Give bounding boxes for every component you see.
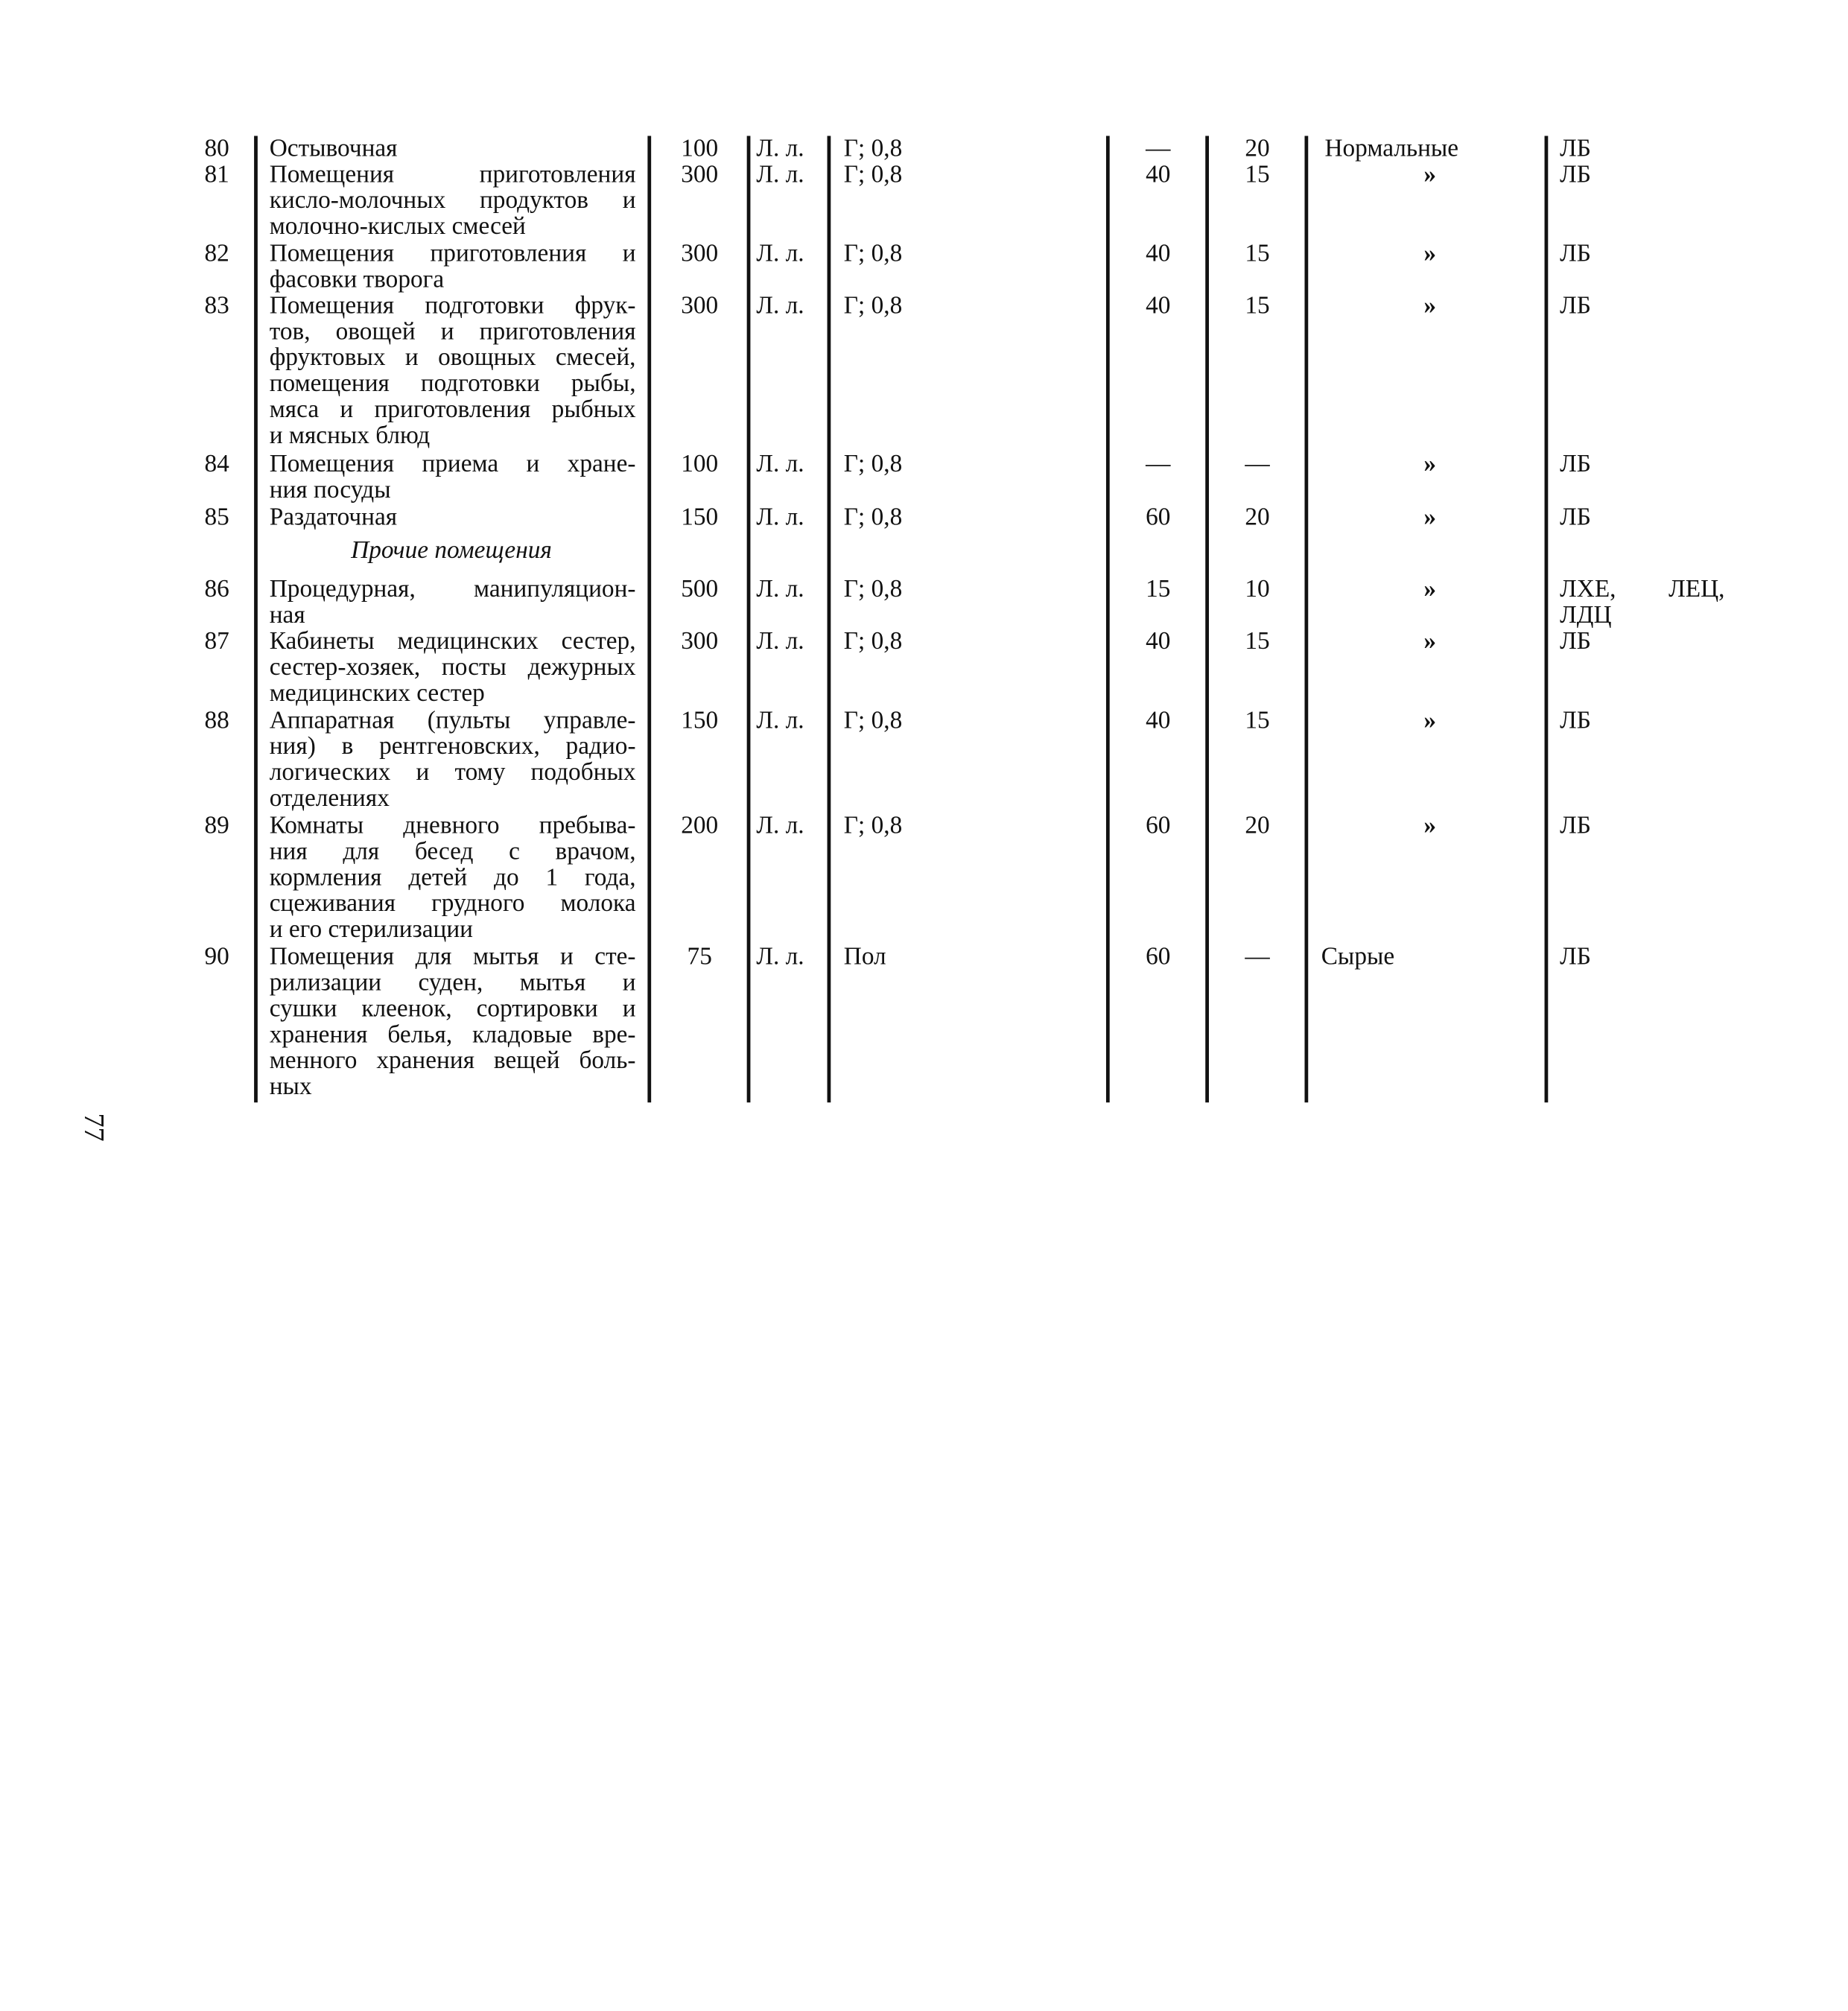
illuminance-value: 500 xyxy=(681,574,719,603)
room-name-line: Помещения приготовления и xyxy=(269,238,636,267)
illuminance-value: 75 xyxy=(687,941,712,970)
room-name xyxy=(270,707,636,811)
room-name-line: кормления детей до 1 года, xyxy=(269,862,636,892)
room-name xyxy=(270,240,636,292)
room-name xyxy=(270,450,636,502)
lamp-source: ЛЕЦ, xyxy=(1668,574,1725,603)
environment-ditto: » xyxy=(1423,290,1436,320)
room-name-line: ния посуды xyxy=(269,474,391,503)
room-name-line: Помещения подготовки фрук- xyxy=(269,290,636,320)
page-number: 77 xyxy=(77,1113,109,1142)
lamp-source: ЛБ xyxy=(1560,502,1591,531)
index-value-1: 60 xyxy=(1146,810,1171,839)
room-name-line: тов, овощей и приготовления xyxy=(269,317,636,346)
lamp-source: ЛБ xyxy=(1560,133,1591,162)
index-value-2: 15 xyxy=(1245,238,1270,267)
lamp-source: ЛБ xyxy=(1560,705,1591,734)
room-name xyxy=(270,135,636,161)
illuminance-value: 300 xyxy=(681,159,719,188)
column-divider xyxy=(254,136,257,1102)
column-divider xyxy=(1205,136,1208,1102)
index-value-2: 20 xyxy=(1245,810,1270,839)
room-name-line: мяса и приготовления рыбных xyxy=(269,394,636,423)
index-value-2: 15 xyxy=(1245,626,1270,655)
room-name xyxy=(270,576,636,628)
row-number: 90 xyxy=(204,941,229,970)
index-value-2: 15 xyxy=(1245,705,1270,734)
environment-ditto: » xyxy=(1423,238,1436,267)
environment-condition: Нормальные xyxy=(1324,133,1459,162)
illuminance-value: 100 xyxy=(681,448,719,477)
index-value-2: — xyxy=(1245,448,1270,477)
room-name xyxy=(270,503,636,530)
row-number: 84 xyxy=(204,448,229,477)
lamp-type: Л. л. xyxy=(756,705,804,734)
room-name-line: кисло-молочных продуктов и xyxy=(269,185,636,215)
room-name-line: молочно-кислых смесей xyxy=(269,211,526,241)
row-number: 87 xyxy=(204,626,229,655)
working-plane: Г; 0,8 xyxy=(843,574,903,603)
illuminance-value: 100 xyxy=(681,133,719,162)
lamp-type: Л. л. xyxy=(756,810,804,839)
lamp-source: ЛБ xyxy=(1560,626,1591,655)
row-number: 86 xyxy=(204,574,229,603)
index-value-1: 40 xyxy=(1146,290,1171,320)
index-value-2: 15 xyxy=(1245,159,1270,188)
room-name-line: фасовки творога xyxy=(269,264,445,293)
environment-ditto: » xyxy=(1423,626,1436,655)
room-name-line: рилизации суден, мытья и xyxy=(269,968,636,997)
room-name xyxy=(270,943,636,1099)
room-name-line: Кабинеты медицинских сестер, xyxy=(269,626,636,655)
working-plane: Г; 0,8 xyxy=(843,626,903,655)
index-value-1: 40 xyxy=(1146,626,1171,655)
environment-ditto: » xyxy=(1423,502,1436,531)
room-name-line: Комнаты дневного пребыва- xyxy=(269,810,636,839)
environment-ditto: » xyxy=(1423,810,1436,839)
environment-ditto: » xyxy=(1423,705,1436,734)
room-name-line: Помещения приема и хране- xyxy=(269,448,636,477)
lamp-type: Л. л. xyxy=(756,238,804,267)
index-value-2: 10 xyxy=(1245,574,1270,603)
index-value-2: 20 xyxy=(1245,502,1270,531)
illuminance-value: 300 xyxy=(681,238,719,267)
index-value-1: 15 xyxy=(1146,574,1171,603)
index-value-1: — xyxy=(1146,448,1171,477)
row-number: 81 xyxy=(204,159,229,188)
row-number: 88 xyxy=(204,705,229,734)
column-divider xyxy=(1304,136,1307,1102)
lamp-source: ЛБ xyxy=(1560,238,1591,267)
index-value-1: 40 xyxy=(1146,159,1171,188)
environment-ditto: » xyxy=(1423,448,1436,477)
lamp-type: Л. л. xyxy=(756,574,804,603)
index-value-1: 40 xyxy=(1146,238,1171,267)
index-value-2: 20 xyxy=(1245,133,1270,162)
lamp-source: ЛХЕ, xyxy=(1560,574,1616,603)
room-name xyxy=(270,161,636,239)
room-name-line: логических и тому подобных xyxy=(269,757,636,787)
illuminance-value: 150 xyxy=(681,502,719,531)
column-divider xyxy=(647,136,650,1102)
illuminance-value: 300 xyxy=(681,290,719,320)
room-name-line: фруктовых и овощных смесей, xyxy=(269,343,636,372)
index-value-1: 60 xyxy=(1146,502,1171,531)
room-name xyxy=(270,812,636,942)
room-name-line: сцеживания грудного молока xyxy=(269,889,636,918)
column-divider xyxy=(1545,136,1548,1102)
index-value-1: 60 xyxy=(1146,941,1171,970)
room-name-line: сестер-хозяек, посты дежурных xyxy=(269,652,636,681)
room-name-line: Процедурная, манипуляцион- xyxy=(269,574,636,603)
lamp-type: Л. л. xyxy=(756,159,804,188)
room-name-line: отделениях xyxy=(269,783,390,812)
illuminance-value: 200 xyxy=(681,810,719,839)
index-value-2: — xyxy=(1245,941,1270,970)
room-name-line: помещения подготовки рыбы, xyxy=(269,368,636,398)
lamp-source: ЛБ xyxy=(1560,448,1591,477)
lamp-source: ЛБ xyxy=(1560,290,1591,320)
working-plane: Г; 0,8 xyxy=(843,238,903,267)
room-name-line: и мясных блюд xyxy=(269,420,431,449)
lamp-source: ЛБ xyxy=(1560,810,1591,839)
index-value-1: 40 xyxy=(1146,705,1171,734)
room-name-line: и его стерилизации xyxy=(269,914,474,944)
working-plane: Г; 0,8 xyxy=(843,290,903,320)
lamp-type: Л. л. xyxy=(756,133,804,162)
working-plane: Г; 0,8 xyxy=(843,810,903,839)
working-plane: Г; 0,8 xyxy=(843,448,903,477)
room-name-line: Раздаточная xyxy=(269,502,398,531)
room-name-line: ных xyxy=(269,1071,312,1101)
environment-condition: Сырые xyxy=(1321,941,1395,970)
index-value-1: — xyxy=(1146,133,1171,162)
room-name-line: ния) в рентгеновских, радио- xyxy=(269,731,636,760)
lamp-type: Л. л. xyxy=(756,448,804,477)
working-plane: Г; 0,8 xyxy=(843,159,903,188)
environment-ditto: » xyxy=(1423,159,1436,188)
column-divider xyxy=(828,136,831,1102)
room-name-line: Остывочная xyxy=(269,133,398,162)
lamp-source: ЛБ xyxy=(1560,159,1591,188)
row-number: 80 xyxy=(204,133,229,162)
room-name-line: ния для бесед с врачом, xyxy=(269,836,636,865)
column-divider xyxy=(747,136,750,1102)
lamp-source: ЛБ xyxy=(1560,941,1591,970)
room-name-line: Помещения приготовления xyxy=(269,159,636,188)
lamp-type: Л. л. xyxy=(756,941,804,970)
room-name-line: Помещения для мытья и сте- xyxy=(269,941,636,970)
lamp-source: ЛДЦ xyxy=(1560,600,1612,629)
row-number: 83 xyxy=(204,290,229,320)
room-name-line: хранения белья, кладовые вре- xyxy=(269,1020,636,1049)
lamp-type: Л. л. xyxy=(756,626,804,655)
room-name-line: ная xyxy=(269,600,305,629)
room-name-line: Аппаратная (пульты управле- xyxy=(269,705,636,734)
column-divider xyxy=(1106,136,1109,1102)
room-name-line: медицинских сестер xyxy=(269,678,485,707)
lamp-type: Л. л. xyxy=(756,502,804,531)
section-heading: Прочие помещения xyxy=(351,535,552,564)
room-name xyxy=(270,627,636,705)
room-name-line: менного хранения вещей боль- xyxy=(269,1046,636,1075)
row-number: 85 xyxy=(204,502,229,531)
room-name xyxy=(270,292,636,448)
index-value-2: 15 xyxy=(1245,290,1270,320)
row-number: 82 xyxy=(204,238,229,267)
working-plane: Г; 0,8 xyxy=(843,133,903,162)
working-plane: Г; 0,8 xyxy=(843,502,903,531)
illuminance-value: 300 xyxy=(681,626,719,655)
room-name-line: сушки клеенок, сортировки и xyxy=(269,994,636,1023)
working-plane: Г; 0,8 xyxy=(843,705,903,734)
working-plane: Пол xyxy=(843,941,886,970)
row-number: 89 xyxy=(204,810,229,839)
lamp-type: Л. л. xyxy=(756,290,804,320)
illuminance-value: 150 xyxy=(681,705,719,734)
environment-ditto: » xyxy=(1423,574,1436,603)
